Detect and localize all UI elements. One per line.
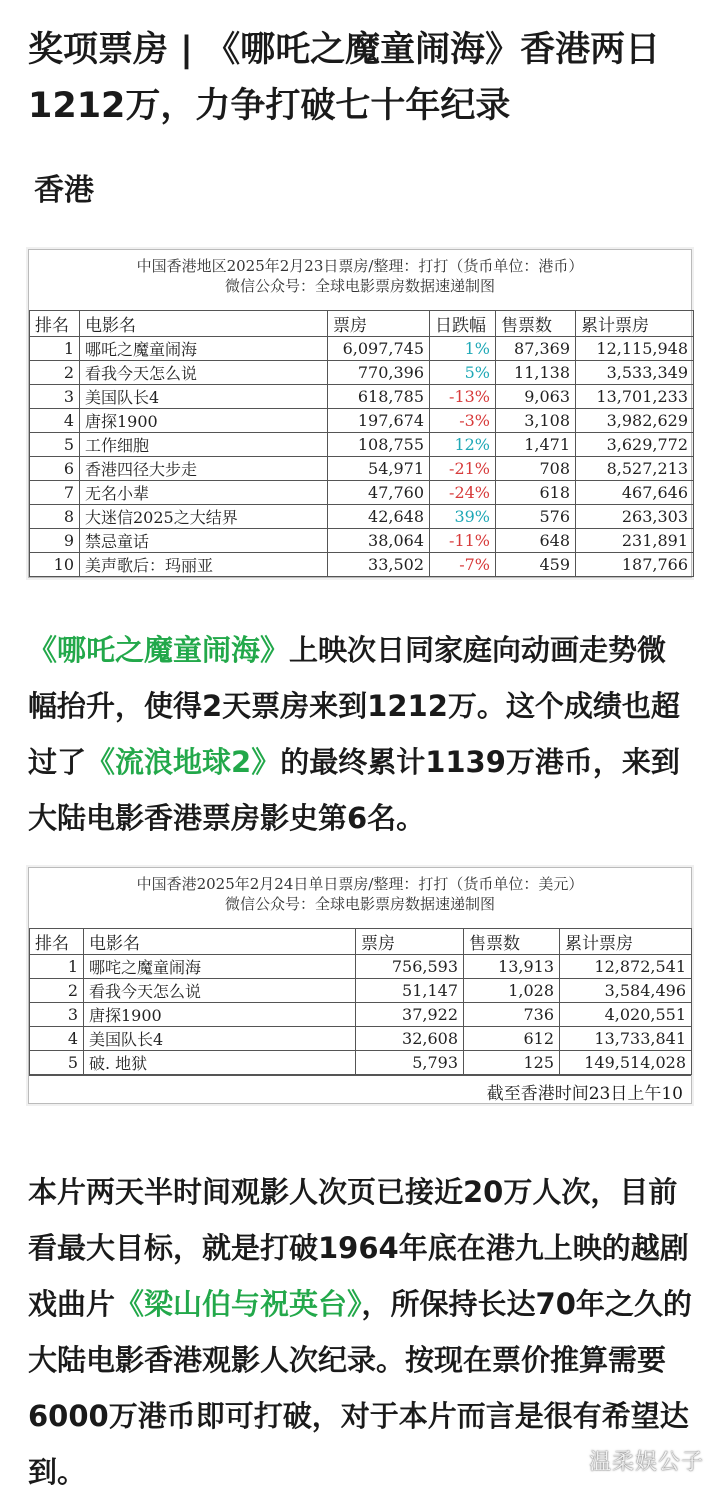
paragraph-text: 上映次日同家庭向动画走势微幅抬升，使得2天票房来到1212万。这个成绩也超过了 <box>28 633 680 779</box>
table-row <box>30 529 694 553</box>
col-total: 累计票房 <box>576 311 694 337</box>
table-row <box>30 337 694 361</box>
col-total: 累计票房 <box>560 929 692 955</box>
title-cell: 禁忌童话 <box>80 529 328 553</box>
tickets-cell: 87,369 <box>496 337 576 361</box>
tickets-cell: 1,471 <box>496 433 576 457</box>
tickets-cell: 736 <box>464 1003 560 1027</box>
col-tickets: 售票数 <box>496 311 576 337</box>
col-gross: 票房 <box>328 311 430 337</box>
title-cell: 破. 地狱 <box>84 1051 356 1075</box>
change-cell: 12% <box>430 433 496 457</box>
change-cell: -7% <box>430 553 496 577</box>
paragraph-text: 本片两天半时间观影人次页已接近20万人次，目前看最大目标，就是打破1964年底在港九上映的越剧戏曲片 <box>28 1175 689 1321</box>
change-cell: -3% <box>430 409 496 433</box>
total-cell: 13,733,841 <box>560 1027 692 1051</box>
rank-cell: 1 <box>30 955 84 979</box>
caption-title: 中国香港地区2025年2月23日票房/整理：打打（货币单位：港币） <box>136 257 584 275</box>
total-cell: 13,701,233 <box>576 385 694 409</box>
paragraph-text: ，所保持长达70年之久的大陆电影香港观影人次纪录。按现在票价推算需要6000万港币即可打破，对于本片而言是很有希望达到。 <box>28 1287 692 1489</box>
box-office-table-feb23 <box>28 249 692 578</box>
table-row <box>30 1051 692 1075</box>
tickets-cell: 612 <box>464 1027 560 1051</box>
table-row <box>30 505 694 529</box>
rank-cell: 5 <box>30 1051 84 1075</box>
title-cell: 唐探1900 <box>84 1003 356 1027</box>
rank-cell: 4 <box>30 1027 84 1051</box>
total-cell: 263,303 <box>576 505 694 529</box>
change-cell: 39% <box>430 505 496 529</box>
article-headline: 奖项票房 | 《哪吒之魔童闹海》香港两日1212万，力争打破七十年纪录 <box>28 30 661 126</box>
rank-cell: 4 <box>30 409 80 433</box>
region-heading: 香港 <box>34 173 94 208</box>
col-title: 电影名 <box>80 311 328 337</box>
col-title: 电影名 <box>84 929 356 955</box>
tickets-cell: 3,108 <box>496 409 576 433</box>
gross-cell: 33,502 <box>328 553 430 577</box>
table-row <box>30 955 692 979</box>
tickets-cell: 11,138 <box>496 361 576 385</box>
title-cell: 看我今天怎么说 <box>84 979 356 1003</box>
rank-cell: 8 <box>30 505 80 529</box>
total-cell: 3,533,349 <box>576 361 694 385</box>
change-cell: -21% <box>430 457 496 481</box>
table-row <box>30 457 694 481</box>
gross-cell: 51,147 <box>356 979 464 1003</box>
table-row <box>30 1003 692 1027</box>
caption-source: 微信公众号：全球电影票房数据速递制图 <box>224 277 495 295</box>
change-cell: 5% <box>430 361 496 385</box>
gross-cell: 32,608 <box>356 1027 464 1051</box>
title-cell: 香港四径大步走 <box>80 457 328 481</box>
tickets-cell: 1,028 <box>464 979 560 1003</box>
film-title-link: 《哪吒之魔童闹海》 <box>28 633 290 667</box>
table-row <box>30 409 694 433</box>
rank-cell: 7 <box>30 481 80 505</box>
total-cell: 3,584,496 <box>560 979 692 1003</box>
film-title-link: 《流浪地球2》 <box>86 745 281 779</box>
tickets-cell: 708 <box>496 457 576 481</box>
tickets-cell: 576 <box>496 505 576 529</box>
rank-cell: 10 <box>30 553 80 577</box>
table-header-row <box>30 929 692 955</box>
table-row <box>30 553 694 577</box>
title-cell: 大迷信2025之大结界 <box>80 505 328 529</box>
col-rank: 排名 <box>30 929 84 955</box>
change-cell: -13% <box>430 385 496 409</box>
rank-cell: 6 <box>30 457 80 481</box>
change-cell: -11% <box>430 529 496 553</box>
table-footnote: 截至香港时间23日上午10 <box>29 1075 691 1103</box>
total-cell: 4,020,551 <box>560 1003 692 1027</box>
table-row <box>30 361 694 385</box>
rank-cell: 5 <box>30 433 80 457</box>
total-cell: 8,527,213 <box>576 457 694 481</box>
title-cell: 看我今天怎么说 <box>80 361 328 385</box>
gross-cell: 770,396 <box>328 361 430 385</box>
paragraph-text: 的最终累计1139万港币，来到大陆电影香港票房影史第6名。 <box>28 745 680 835</box>
gross-cell: 756,593 <box>356 955 464 979</box>
table-row <box>30 433 694 457</box>
total-cell: 231,891 <box>576 529 694 553</box>
tickets-cell: 648 <box>496 529 576 553</box>
total-cell: 187,766 <box>576 553 694 577</box>
change-cell: -24% <box>430 481 496 505</box>
film-title-link: 《梁山伯与祝英台》 <box>115 1287 362 1321</box>
box-office-table-feb24 <box>28 867 692 1104</box>
table-caption <box>29 250 691 310</box>
table-row <box>30 979 692 1003</box>
gross-cell: 38,064 <box>328 529 430 553</box>
gross-cell: 54,971 <box>328 457 430 481</box>
title-cell: 哪咤之魔童闹海 <box>84 955 356 979</box>
table-header-row <box>30 311 694 337</box>
title-cell: 无名小辈 <box>80 481 328 505</box>
total-cell: 3,982,629 <box>576 409 694 433</box>
title-cell: 美声歌后：玛丽亚 <box>80 553 328 577</box>
total-cell: 149,514,028 <box>560 1051 692 1075</box>
rank-cell: 1 <box>30 337 80 361</box>
rank-cell: 2 <box>30 979 84 1003</box>
gross-cell: 42,648 <box>328 505 430 529</box>
paragraph-1 <box>28 622 692 846</box>
tickets-cell: 618 <box>496 481 576 505</box>
total-cell: 12,872,541 <box>560 955 692 979</box>
rank-cell: 2 <box>30 361 80 385</box>
table-caption <box>29 868 691 928</box>
col-gross: 票房 <box>356 929 464 955</box>
gross-cell: 5,793 <box>356 1051 464 1075</box>
title-cell: 唐探1900 <box>80 409 328 433</box>
gross-cell: 6,097,745 <box>328 337 430 361</box>
rank-cell: 9 <box>30 529 80 553</box>
total-cell: 12,115,948 <box>576 337 694 361</box>
tickets-cell: 125 <box>464 1051 560 1075</box>
rank-cell: 3 <box>30 385 80 409</box>
gross-cell: 197,674 <box>328 409 430 433</box>
change-cell: 1% <box>430 337 496 361</box>
col-tickets: 售票数 <box>464 929 560 955</box>
title-cell: 美国队长4 <box>84 1027 356 1051</box>
title-cell: 美国队长4 <box>80 385 328 409</box>
gross-cell: 47,760 <box>328 481 430 505</box>
rank-cell: 3 <box>30 1003 84 1027</box>
table-row <box>30 1027 692 1051</box>
tickets-cell: 459 <box>496 553 576 577</box>
table-row <box>30 385 694 409</box>
col-change: 日跌幅 <box>430 311 496 337</box>
total-cell: 3,629,772 <box>576 433 694 457</box>
title-cell: 工作细胞 <box>80 433 328 457</box>
tickets-cell: 13,913 <box>464 955 560 979</box>
watermark: 温柔娱公子 <box>588 1450 704 1475</box>
col-rank: 排名 <box>30 311 80 337</box>
gross-cell: 618,785 <box>328 385 430 409</box>
gross-cell: 108,755 <box>328 433 430 457</box>
caption-source: 微信公众号：全球电影票房数据速递制图 <box>224 895 495 913</box>
tickets-cell: 9,063 <box>496 385 576 409</box>
gross-cell: 37,922 <box>356 1003 464 1027</box>
table-row <box>30 481 694 505</box>
title-cell: 哪吒之魔童闹海 <box>80 337 328 361</box>
total-cell: 467,646 <box>576 481 694 505</box>
caption-title: 中国香港2025年2月24日单日票房/整理：打打（货币单位：美元） <box>136 875 584 893</box>
